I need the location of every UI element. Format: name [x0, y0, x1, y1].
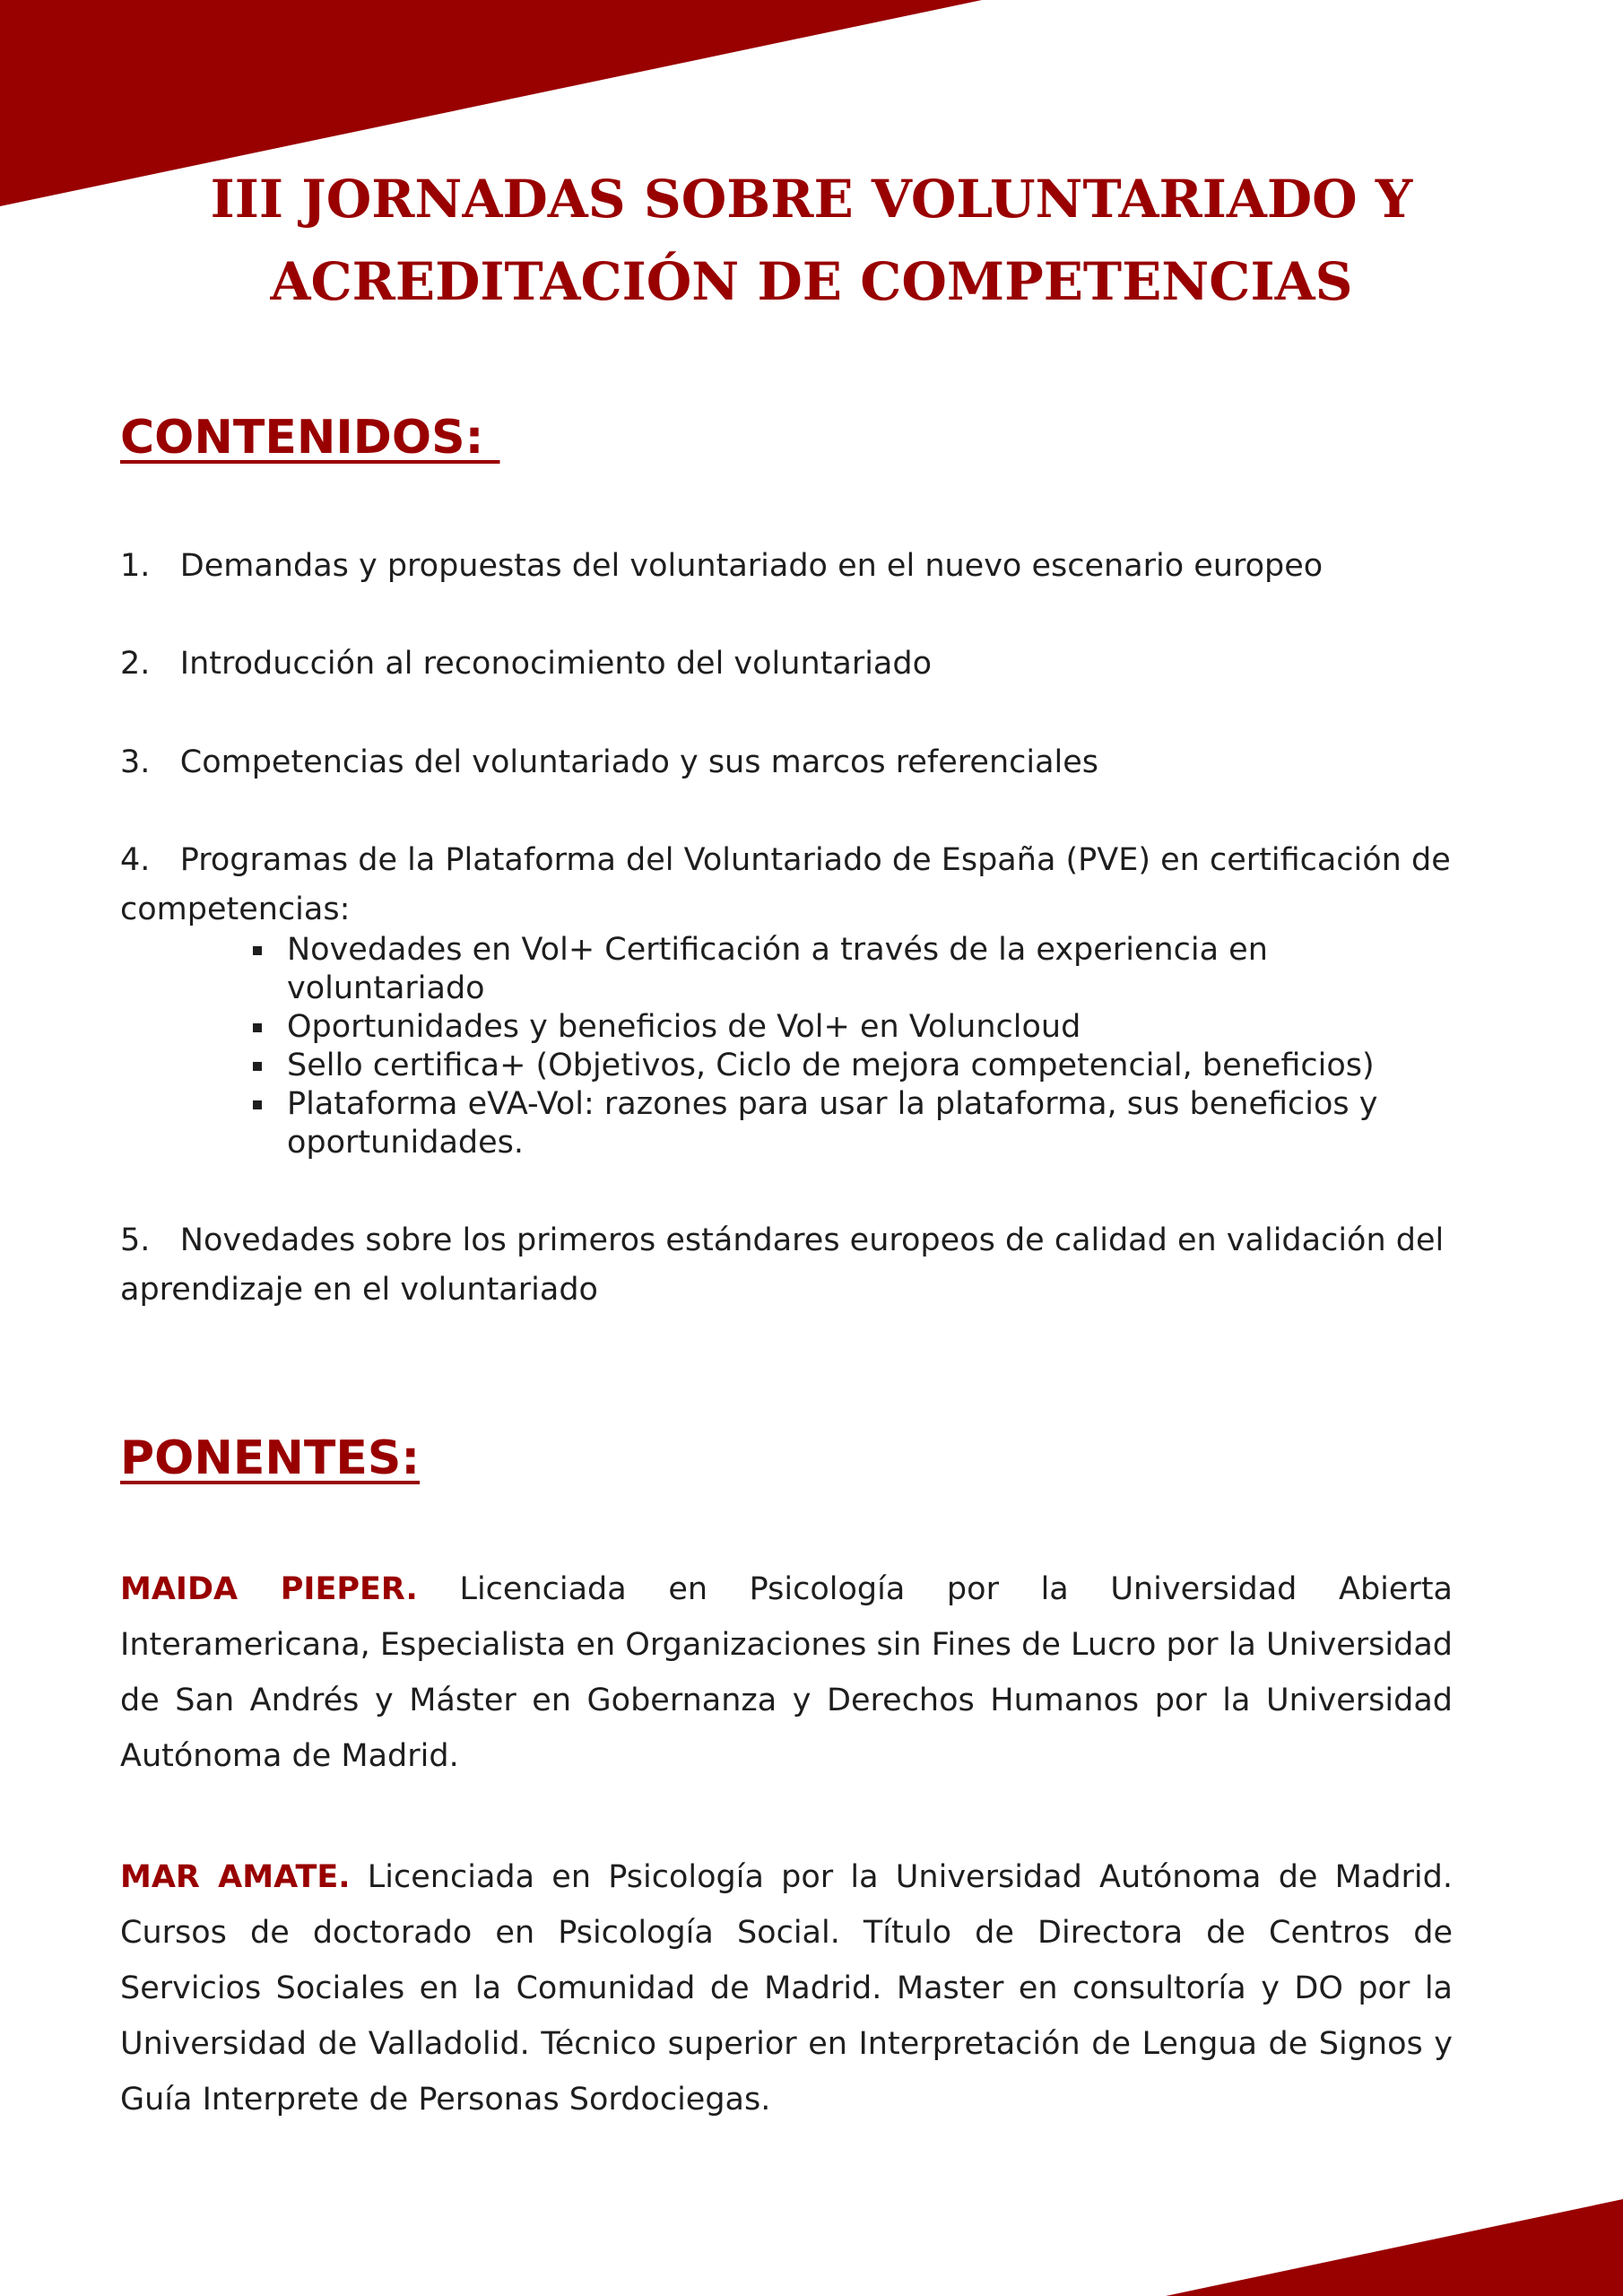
contenidos-item-1: 1. Demandas y propuestas del voluntariado en el nuevo escenario europeo — [120, 548, 1324, 584]
speaker-bio-text: Licenciada en Psicología por la Universidad Abierta Interamericana, Especialista en Organizaciones sin Fines de Lucro por la Universidad de San Andrés y Máster en Gobernanza y Derechos Humanos por la Universidad Autónoma de Madrid. — [120, 1571, 1453, 1774]
title-line-1: III JORNADAS SOBRE VOLUNTARIADO Y — [210, 169, 1413, 230]
contenidos-item-5: 5. Novedades sobre los primeros estándares europeos de calidad en validación del aprendizaje en el voluntariado — [120, 1222, 1454, 1308]
contenidos-item-3: 3. Competencias del voluntariado y sus marcos referenciales — [120, 744, 1099, 780]
square-bullet-icon — [253, 1023, 262, 1032]
speaker-name: MAR AMATE. — [120, 1859, 351, 1895]
ponentes-heading: PONENTES: — [120, 1431, 421, 1485]
square-bullet-icon — [253, 1100, 262, 1109]
speaker-name: MAIDA PIEPER. — [120, 1571, 418, 1607]
sublist-item-text: Oportunidades y beneficios de Vol+ en Voluncloud — [287, 1009, 1081, 1045]
square-bullet-icon — [253, 946, 262, 955]
speaker-bio — [120, 1849, 1453, 2127]
sublist-item-text: Novedades en Vol+ Certificación a través de la experiencia en voluntariado — [287, 932, 1268, 1006]
square-bullet-icon — [253, 1062, 262, 1071]
sublist-item — [253, 1008, 1454, 1047]
contenidos-item-2: 2. Introducción al reconocimiento del voluntariado — [120, 646, 933, 682]
title-line-2: ACREDITACIÓN DE COMPETENCIAS — [270, 251, 1353, 312]
sublist-item — [253, 931, 1454, 1008]
contenidos-sublist — [253, 931, 1454, 1162]
speaker-bio-text: Licenciada en Psicología por la Universidad Autónoma de Madrid. Cursos de doctorado en Psicología Social. Título de Directora de Centros de Servicios Sociales en la Comunidad de Madrid. Master en consultoría y DO por la Universidad de Valladolid. Técnico superior en Interpretación de Lengua de Signos y Guía Interprete de Personas Sordociegas. — [120, 1859, 1454, 2118]
page-title — [0, 158, 1623, 323]
speaker-bio — [120, 1561, 1453, 1784]
contenidos-heading: CONTENIDOS: — [120, 411, 500, 465]
sublist-item-text: Sello certifica+ (Objetivos, Ciclo de mejora competencial, beneficios) — [287, 1048, 1375, 1083]
contenidos-item-4: 4. Programas de la Plataforma del Voluntariado de España (PVE) en certificación de competencias: — [120, 842, 1461, 927]
sublist-item — [253, 1085, 1454, 1162]
sublist-item-text: Plataforma eVA-Vol: razones para usar la plataforma, sus beneficios y oportunidades. — [287, 1086, 1378, 1161]
sublist-item — [253, 1047, 1454, 1085]
